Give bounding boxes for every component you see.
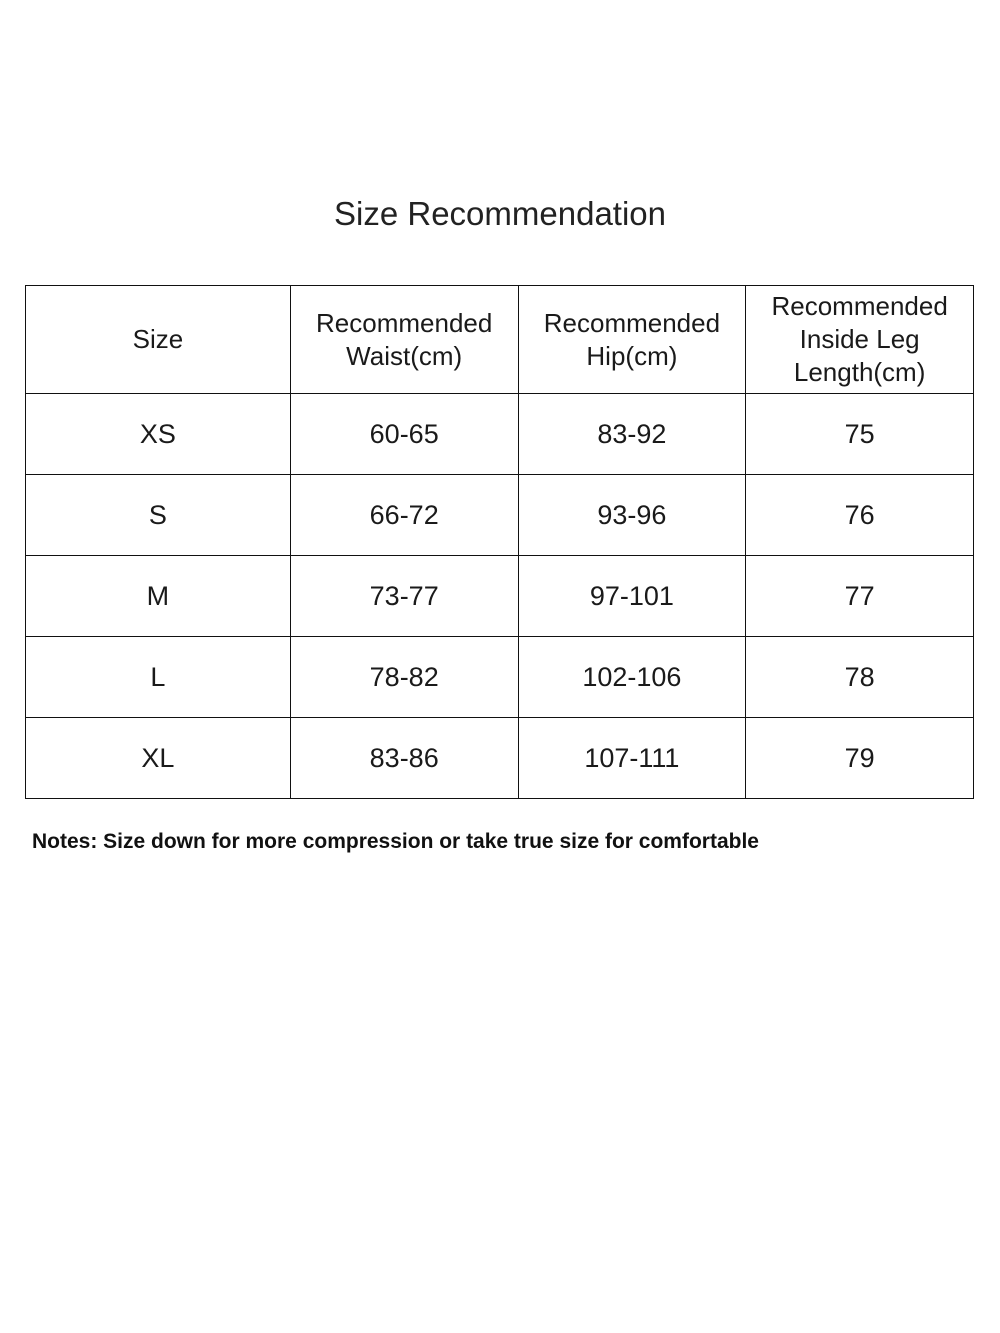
header-size [26, 286, 291, 394]
header-hip [518, 286, 746, 394]
header-leg-line2: Inside Leg [799, 324, 920, 354]
header-inside-leg [746, 286, 974, 394]
cell-hip: 93-96 [518, 475, 746, 556]
cell-waist: 73-77 [290, 556, 518, 637]
cell-hip: 102-106 [518, 637, 746, 718]
cell-inside-leg: 78 [746, 637, 974, 718]
table-row [26, 556, 974, 637]
table-row [26, 475, 974, 556]
header-waist-line2: Waist(cm) [346, 340, 463, 371]
header-hip-line1: Recommended [543, 307, 721, 338]
cell-size: XL [26, 718, 291, 799]
header-leg-line3: Length(cm) [793, 357, 926, 387]
cell-waist: 83-86 [290, 718, 518, 799]
header-waist [290, 286, 518, 394]
cell-size: L [26, 637, 291, 718]
table-row [26, 394, 974, 475]
cell-waist: 78-82 [290, 637, 518, 718]
cell-inside-leg: 79 [746, 718, 974, 799]
header-hip-line2: Hip(cm) [586, 340, 678, 371]
cell-size: S [26, 475, 291, 556]
cell-waist: 66-72 [290, 475, 518, 556]
table-header-row [26, 286, 974, 394]
cell-size: M [26, 556, 291, 637]
cell-size: XS [26, 394, 291, 475]
cell-hip: 97-101 [518, 556, 746, 637]
cell-hip: 83-92 [518, 394, 746, 475]
size-recommendation-table [25, 285, 974, 799]
table-row [26, 718, 974, 799]
cell-waist: 60-65 [290, 394, 518, 475]
page-title: Size Recommendation [334, 195, 666, 232]
header-leg-line1: Recommended [771, 291, 948, 321]
cell-hip: 107-111 [518, 718, 746, 799]
cell-inside-leg: 75 [746, 394, 974, 475]
cell-inside-leg: 77 [746, 556, 974, 637]
header-size-label: Size [132, 324, 184, 354]
notes-text: Notes: Size down for more compression or take true size for comfortable [32, 830, 759, 853]
header-waist-line1: Recommended [316, 307, 493, 338]
table-row [26, 637, 974, 718]
cell-inside-leg: 76 [746, 475, 974, 556]
